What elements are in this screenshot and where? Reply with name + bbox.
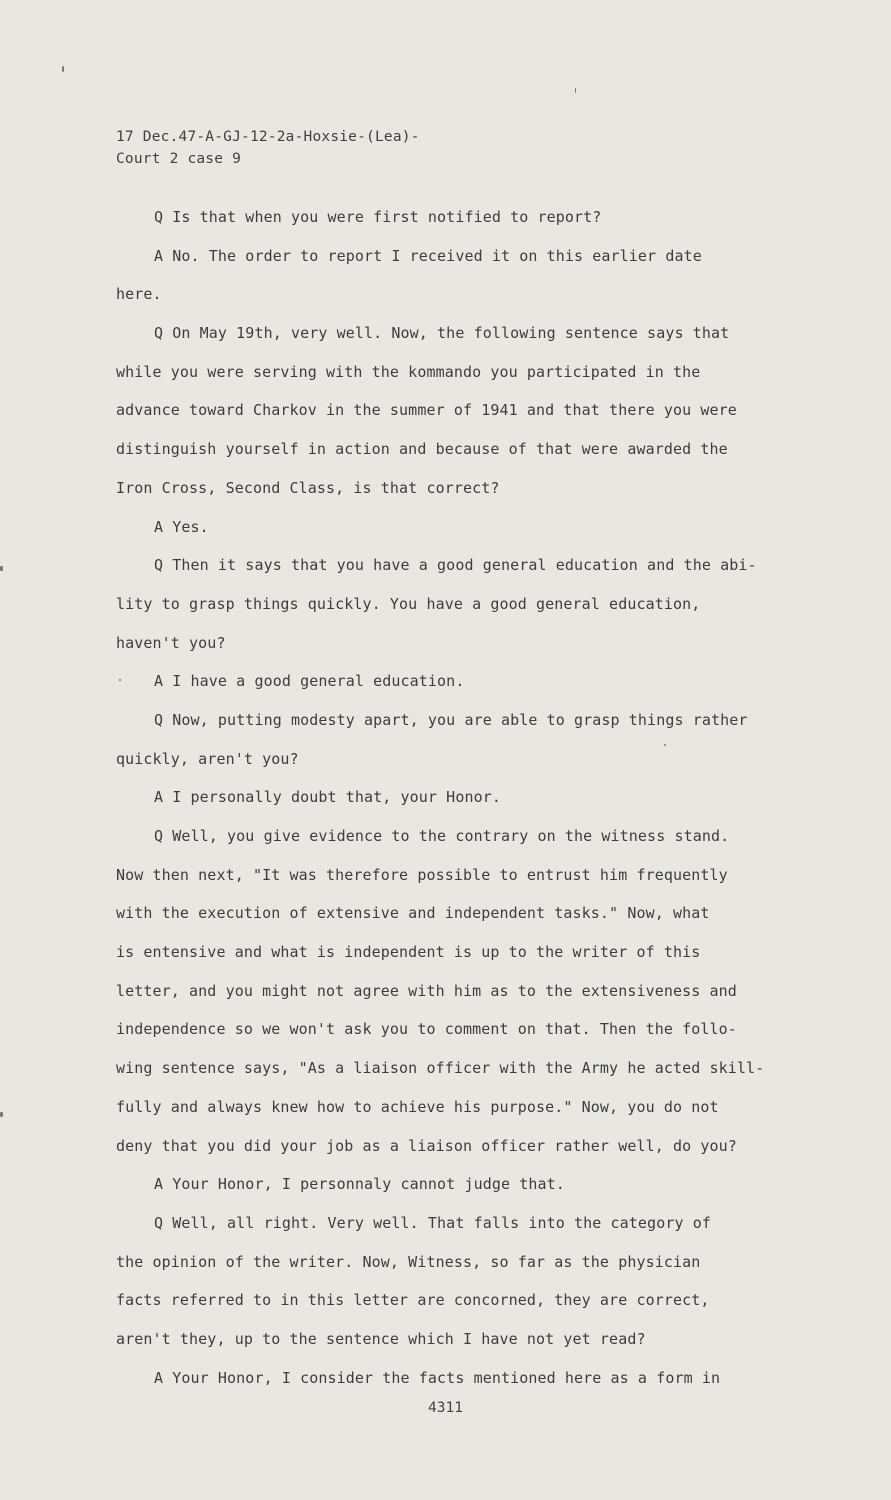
scan-speck [0,1112,3,1117]
transcript-line: letter, and you might not agree with him as to the extensiveness and [116,981,737,1000]
transcript-body [116,198,816,1397]
transcript-line: distinguish yourself in action and because of that were awarded the [116,440,728,459]
transcript-line: quickly, aren't you? [116,749,299,768]
transcript-line: deny that you did your job as a liaison officer rather well, do you? [116,1136,737,1155]
header-court-line: Court 2 case 9 [116,151,242,167]
transcript-line: A Yes. [154,517,209,536]
transcript-line: independence so we won't ask you to comment on that. Then the follo- [116,1020,737,1039]
transcript-line: wing sentence says, "As a liaison officer with the Army he acted skill- [116,1059,765,1078]
transcript-line: facts referred to in this letter are concorned, they are correct, [116,1291,710,1310]
transcript-line: Q On May 19th, very well. Now, the following sentence says that [154,324,730,343]
transcript-line: here. [116,285,162,304]
transcript-line: aren't they, up to the sentence which I have not yet read? [116,1329,646,1348]
transcript-line: Q Is that when you were first notified to report? [154,208,602,226]
transcript-line: fully and always knew how to achieve his purpose." Now, you do not [116,1097,719,1116]
scan-speck [0,566,3,571]
transcript-line: Q Well, all right. Very well. That falls into the category of [154,1213,711,1232]
transcript-line: is entensive and what is independent is up to the writer of this [116,943,701,962]
scan-speck [119,679,121,681]
transcript-line: A Your Honor, I consider the facts mentioned here as a form in [154,1368,721,1387]
transcript-line: with the execution of extensive and independent tasks." Now, what [116,904,710,923]
scan-speck [664,744,666,746]
transcript-line: Q Now, putting modesty apart, you are able to grasp things rather [154,710,748,729]
transcript-line: while you were serving with the kommando you participated in the [116,362,701,381]
transcript-line: Iron Cross, Second Class, is that correct? [116,478,500,497]
transcript-line: A I have a good general education. [154,672,465,691]
transcript-line: Q Well, you give evidence to the contrary on the witness stand. [154,827,730,845]
scan-speck [62,66,64,72]
transcript-line: Now then next, "It was therefore possible to entrust him frequently [116,865,728,884]
document-header [116,126,420,170]
transcript-line: the opinion of the writer. Now, Witness, so far as the physician [116,1252,701,1271]
transcript-line: lity to grasp things quickly. You have a good general education, [116,594,701,613]
page-number: 4311 [428,1400,463,1416]
header-reference-line: 17 Dec.47-A-GJ-12-2a-Hoxsie-(Lea)- [116,129,420,145]
transcript-line: A No. The order to report I received it on this earlier date [154,246,702,265]
transcript-line: A I personally doubt that, your Honor. [154,788,501,807]
transcript-line: advance toward Charkov in the summer of 1941 and that there you were [116,401,737,420]
transcript-line: A Your Honor, I personnaly cannot judge that. [154,1175,565,1194]
transcript-line: haven't you? [116,633,226,652]
scan-speck [575,88,576,93]
transcript-line: Q Then it says that you have a good general education and the abi- [154,556,757,575]
